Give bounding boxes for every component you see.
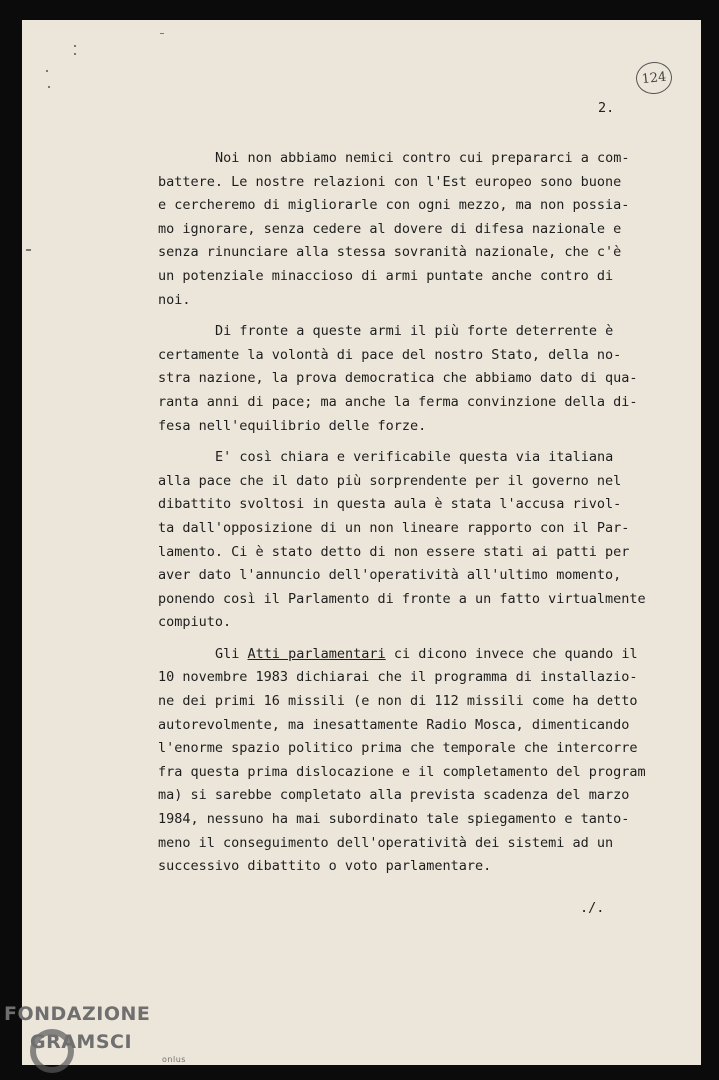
- paragraph-1: [158, 147, 658, 312]
- text-line: noi.: [158, 291, 191, 308]
- text-line: E' così chiara e verificabile questa via italiana: [215, 449, 614, 466]
- text-line: compiuto.: [158, 614, 232, 631]
- text-line: Noi non abbiamo nemici contro cui prepararci a com-: [215, 150, 630, 166]
- margin-tick: [26, 249, 31, 251]
- page-number: 2.: [598, 100, 615, 116]
- text-line: ranta anni di pace; ma anche la ferma convinzione della di-: [158, 393, 638, 410]
- text-line: fra questa prima dislocazione e il completamento del program: [158, 763, 646, 780]
- text-line: ma) si sarebbe completato alla prevista scadenza del marzo: [158, 787, 630, 804]
- text-line: l'enorme spazio politico prima che temporale che intercorre: [158, 740, 638, 757]
- text-line: successivo dibattito o voto parlamentare.: [158, 858, 492, 875]
- text-line: e cercheremo di migliorarle con ogni mezzo, ma non possia-: [158, 197, 630, 214]
- speck: [46, 70, 48, 72]
- atti-parlamentari-underlined: Atti parlamentari: [247, 645, 386, 662]
- text-line: mo ignorare, senza cedere al dovere di difesa nazionale e: [158, 220, 622, 237]
- text-line: battere. Le nostre relazioni con l'Est europeo sono buone: [158, 173, 622, 190]
- text-line: stra nazione, la prova democratica che abbiamo dato di qua-: [158, 370, 638, 387]
- paragraph-3: [158, 446, 658, 635]
- archive-stamp: 124: [634, 60, 673, 96]
- paragraph-4: [158, 643, 658, 879]
- text-line: ta dall'opposizione di un non lineare rapporto con il Par-: [158, 519, 630, 536]
- document-page: [22, 20, 701, 1065]
- paragraph-2: [158, 320, 658, 438]
- text-line: autorevolmente, ma inesattamente Radio Mosca, dimenticando: [158, 716, 630, 733]
- text-line: Gli Atti parlamentari ci dicono invece che quando il: [215, 645, 638, 662]
- text-line: fesa nell'equilibrio delle forze.: [158, 417, 427, 434]
- text-line: aver dato l'annuncio dell'operatività all'ultimo momento,: [158, 567, 622, 584]
- watermark-suffix: onlus: [162, 1055, 186, 1064]
- text-line: ne dei primi 16 missili (e non di 112 missili come ha detto: [158, 693, 638, 710]
- speck: [48, 86, 50, 88]
- speck: [160, 33, 164, 34]
- text-line: 1984, nessuno ha mai subordinato tale spiegamento e tanto-: [158, 811, 630, 828]
- text-line: lamento. Ci è stato detto di non essere stati ai patti per: [158, 543, 630, 560]
- watermark: [4, 1003, 186, 1064]
- text-line: senza rinunciare alla stessa sovranità nazionale, che c'è: [158, 244, 622, 261]
- text-line: certamente la volontà di pace del nostro Stato, della no-: [158, 346, 622, 363]
- watermark-line-2: GRAMSCI: [30, 1031, 133, 1053]
- continuation-mark: ./.: [580, 900, 605, 916]
- watermark-line-1: FONDAZIONE: [4, 1003, 151, 1025]
- text-line: alla pace che il dato più sorprendente per il governo nel: [158, 472, 622, 489]
- body-text: [158, 147, 658, 879]
- speck: [74, 45, 76, 47]
- text-line: meno il conseguimento dell'operatività dei sistemi ad un: [158, 834, 614, 851]
- speck: [74, 53, 76, 55]
- text-line: dibattito svoltosi in questa aula è stata l'accusa rivol-: [158, 496, 622, 513]
- text-line: 10 novembre 1983 dichiarai che il programma di installazio-: [158, 669, 638, 686]
- text-line: ponendo così il Parlamento di fronte a un fatto virtualmente: [158, 590, 646, 607]
- text-line: Di fronte a queste armi il più forte deterrente è: [215, 323, 614, 340]
- text-line: un potenziale minaccioso di armi puntate anche contro di: [158, 267, 614, 284]
